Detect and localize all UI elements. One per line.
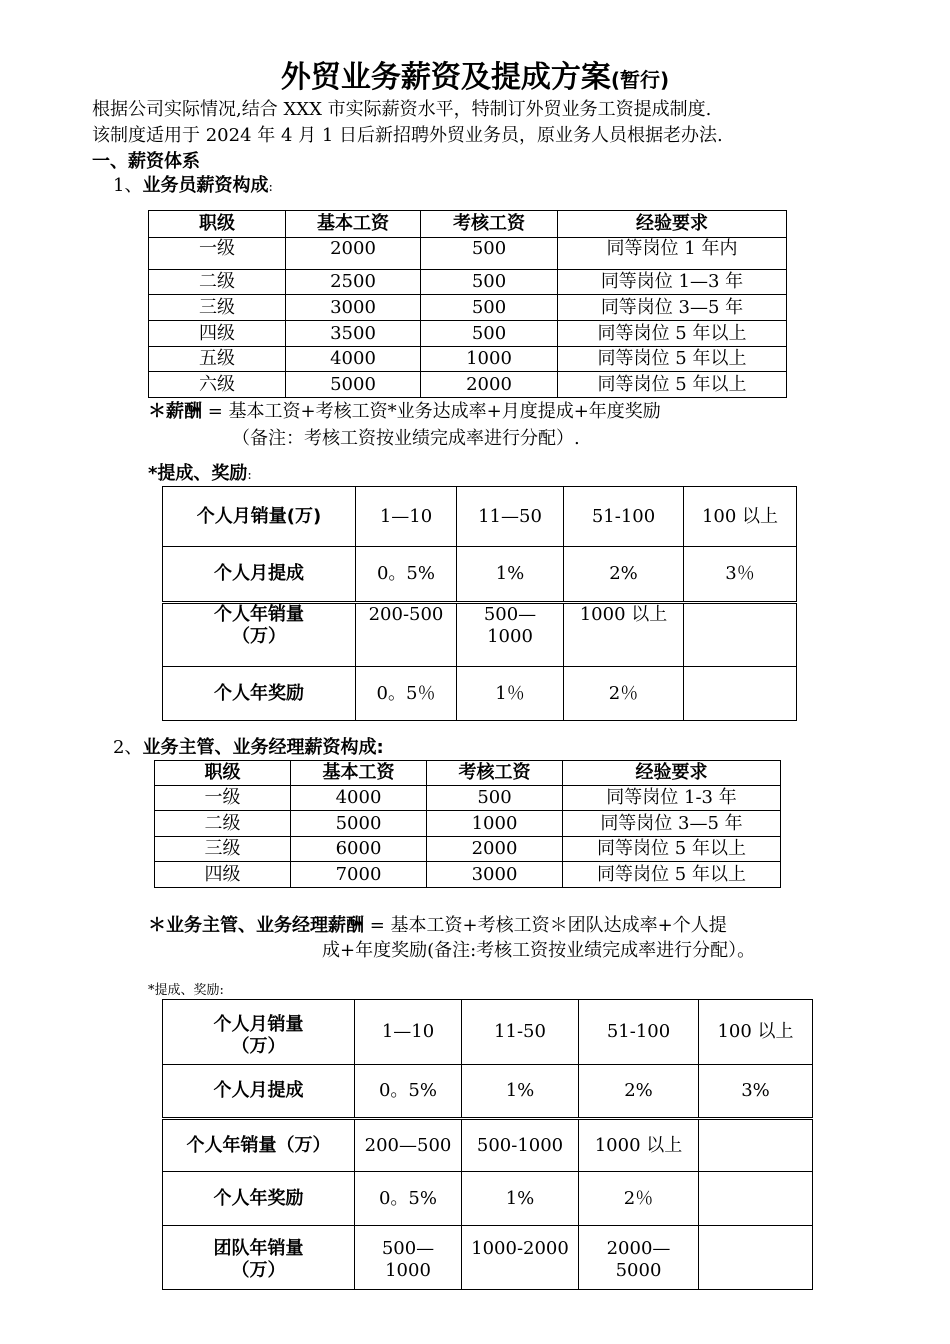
subsection-2-number: 2、 [113, 737, 143, 758]
table-row [163, 1119, 813, 1172]
subsection-1-colon: : [268, 180, 273, 195]
table-row [149, 238, 787, 270]
subsection-2-heading [113, 736, 384, 760]
table-cell: 100 以上 [699, 1000, 813, 1065]
table-cell: 11—50 [457, 487, 564, 547]
table-cell [457, 603, 564, 667]
table-cell: 1000 [421, 347, 558, 372]
table-cell: 2000 [421, 372, 558, 398]
formula-label: 业务主管、业务经理薪酬 [166, 915, 364, 936]
table-header: 经验要求 [563, 761, 781, 786]
table-cell: 同等岗位 5 年以上 [558, 372, 787, 398]
table-header: 考核工资 [427, 761, 563, 786]
page-title [0, 52, 950, 96]
table-cell: 一级 [155, 786, 291, 811]
table-cell: 1% [462, 1065, 579, 1119]
table-cell: 2％ [564, 667, 684, 721]
formula-text-continued: 成+年度奖励(备注:考核工资按业绩完成率进行分配）。 [322, 940, 756, 961]
table-cell: 1000 以上 [579, 1119, 699, 1172]
table-cell: 1% [462, 1172, 579, 1226]
table-cell [355, 1226, 462, 1290]
table-row [163, 1065, 813, 1119]
table-cell [579, 1226, 699, 1290]
cell-line: （万） [232, 626, 286, 647]
manager-bonus-table [162, 999, 813, 1290]
table-cell [684, 603, 797, 667]
table-cell: 2500 [286, 270, 421, 295]
table-row [163, 1000, 813, 1065]
table-cell: 2% [564, 547, 684, 603]
cell-line: （万） [231, 1260, 286, 1281]
cell-line: 5000 [615, 1260, 662, 1281]
table-cell: 同等岗位 3—5 年 [558, 295, 787, 321]
table-cell: 同等岗位 3—5 年 [563, 811, 781, 837]
table-cell: 四级 [155, 862, 291, 888]
table-row [163, 1172, 813, 1226]
table-cell [684, 667, 797, 721]
table-cell: 1% [457, 547, 564, 603]
cell-line: 500— [483, 604, 537, 625]
table-row [155, 837, 781, 862]
cell-line: （万） [231, 1036, 286, 1057]
table-cell [163, 1226, 355, 1290]
subsection-1-heading [113, 174, 273, 200]
table-cell: 2% [579, 1065, 699, 1119]
formula-label: 薪酬 [166, 401, 202, 422]
table-cell: 1％ [457, 667, 564, 721]
table-cell: 1—10 [356, 487, 457, 547]
table-cell: 3000 [286, 295, 421, 321]
table-cell: 二级 [149, 270, 286, 295]
table-cell: 1000 以上 [564, 603, 684, 667]
table-header: 基本工资 [286, 211, 421, 238]
title-sub: (暂行) [610, 68, 670, 92]
table-cell [699, 1119, 813, 1172]
table-cell: 200-500 [356, 603, 457, 667]
table-header-row [149, 211, 787, 238]
table-cell: 同等岗位 5 年以上 [563, 862, 781, 888]
table-cell: 11-50 [462, 1000, 579, 1065]
table-cell: 个人年销量（万） [163, 1119, 355, 1172]
table-cell: 3％ [684, 547, 797, 603]
table-header: 基本工资 [291, 761, 427, 786]
table-cell: 500 [421, 270, 558, 295]
table-cell: 同等岗位 5 年以上 [558, 321, 787, 347]
table-row [149, 321, 787, 347]
table-cell: 1—10 [355, 1000, 462, 1065]
table-cell [699, 1172, 813, 1226]
table-cell: 6000 [291, 837, 427, 862]
table-header: 职级 [155, 761, 291, 786]
table-cell: 0。5％ [356, 667, 457, 721]
table-row [163, 1226, 813, 1290]
bonus-label-text: *提成、奖励 [148, 463, 248, 484]
table-cell: 一级 [149, 238, 286, 270]
intro-line-2: 该制度适用于 2024 年 4 月 1 日后新招聘外贸业务员，原业务人员根据老办法. [92, 125, 723, 146]
table-cell: 1000-2000 [462, 1226, 579, 1290]
table-cell: 4000 [286, 347, 421, 372]
table-cell: 0。5% [356, 547, 457, 603]
cell-line: 500— [381, 1238, 435, 1259]
table-cell: 个人月销量(万) [163, 487, 356, 547]
table-cell: 二级 [155, 811, 291, 837]
table-header: 职级 [149, 211, 286, 238]
manager-salary-table [154, 760, 781, 888]
table-cell: 4000 [291, 786, 427, 811]
table-cell: 同等岗位 5 年以上 [563, 837, 781, 862]
table-cell: 同等岗位 1 年内 [558, 238, 787, 270]
table-cell: 7000 [291, 862, 427, 888]
table-cell: 51-100 [579, 1000, 699, 1065]
table-row [155, 811, 781, 837]
section-heading: 一、薪资体系 [92, 151, 200, 172]
cell-line: 2000— [606, 1238, 671, 1259]
bonus-label-2: *提成、奖励: [148, 983, 224, 998]
subsection-1-title: 业务员薪资构成 [142, 175, 269, 196]
table-cell: 三级 [149, 295, 286, 321]
table-cell [699, 1226, 813, 1290]
table-cell: 六级 [149, 372, 286, 398]
table-row [155, 862, 781, 888]
table-cell: 四级 [149, 321, 286, 347]
formula-text: = 基本工资+考核工资＊团队达成率+个人提 [364, 915, 727, 936]
table-header-row [155, 761, 781, 786]
table-cell: 3500 [286, 321, 421, 347]
table-cell: 个人月提成 [163, 1065, 355, 1119]
table-cell: 5000 [291, 811, 427, 837]
salesperson-bonus-table [162, 486, 797, 721]
subsection-1-number: 1、 [113, 175, 143, 196]
table-cell: 个人月提成 [163, 547, 356, 603]
star-mark: ＊ [148, 401, 166, 422]
formula-note: （备注：考核工资按业绩完成率进行分配）. [232, 428, 580, 449]
table-cell: 3% [699, 1065, 813, 1119]
table-row [163, 487, 797, 547]
table-cell: 同等岗位 1—3 年 [558, 270, 787, 295]
table-cell: 5000 [286, 372, 421, 398]
table-cell: 个人年奖励 [163, 667, 356, 721]
cell-line: 个人年销量 [214, 604, 304, 625]
salesperson-salary-table [148, 210, 787, 398]
table-cell: 同等岗位 5 年以上 [558, 347, 787, 372]
title-main: 外贸业务薪资及提成方案 [280, 60, 611, 95]
cell-line: 1000 [487, 626, 533, 647]
table-cell: 500 [427, 786, 563, 811]
table-header: 考核工资 [421, 211, 558, 238]
table-cell: 500 [421, 238, 558, 270]
table-row [149, 270, 787, 295]
table-cell: 同等岗位 1-3 年 [563, 786, 781, 811]
subsection-2-title: 业务主管、业务经理薪资构成: [142, 737, 384, 758]
table-row [149, 372, 787, 398]
table-header: 经验要求 [558, 211, 787, 238]
table-cell: 1000 [427, 811, 563, 837]
table-row [155, 786, 781, 811]
table-cell: 3000 [427, 862, 563, 888]
cell-line: 个人月销量 [213, 1014, 304, 1035]
table-cell: 个人年奖励 [163, 1172, 355, 1226]
salary-formula [148, 400, 661, 424]
table-cell: 三级 [155, 837, 291, 862]
manager-salary-formula [148, 914, 727, 938]
table-cell: 51-100 [564, 487, 684, 547]
formula-text: = 基本工资+考核工资*业务达成率+月度提成+年度奖励 [202, 401, 661, 422]
table-cell: 500 [421, 295, 558, 321]
table-cell [163, 603, 356, 667]
table-cell: 2000 [427, 837, 563, 862]
table-row [149, 295, 787, 321]
table-cell: 500 [421, 321, 558, 347]
table-cell: 五级 [149, 347, 286, 372]
star-mark: ＊ [148, 915, 166, 936]
table-row [163, 547, 797, 603]
bonus-label-1 [148, 462, 252, 488]
table-cell: 200—500 [355, 1119, 462, 1172]
intro-line-1: 根据公司实际情况,结合 XXX 市实际薪资水平，特制订外贸业务工资提成制度. [92, 99, 712, 120]
table-row [163, 667, 797, 721]
table-cell [163, 1000, 355, 1065]
bonus-label-colon: : [247, 468, 252, 483]
cell-line: 团队年销量 [213, 1238, 304, 1259]
table-cell: 0。5% [355, 1065, 462, 1119]
table-cell: 100 以上 [684, 487, 797, 547]
table-cell: 2％ [579, 1172, 699, 1226]
table-cell: 0。5% [355, 1172, 462, 1226]
table-row [163, 603, 797, 667]
table-cell: 500-1000 [462, 1119, 579, 1172]
cell-line: 1000 [385, 1260, 431, 1281]
table-row [149, 347, 787, 372]
table-cell: 2000 [286, 238, 421, 270]
